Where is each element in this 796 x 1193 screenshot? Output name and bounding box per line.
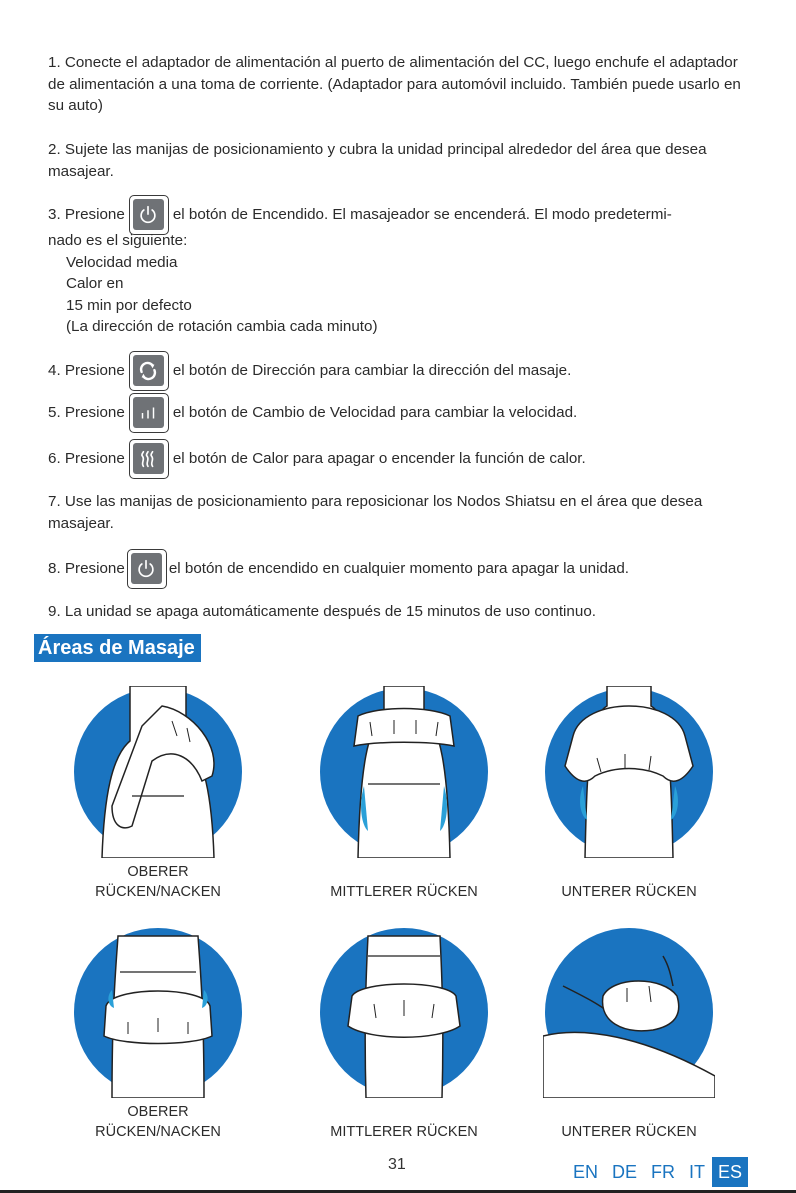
heat-button-icon bbox=[129, 439, 169, 479]
step-3-cont-text: nado es el siguiente: bbox=[48, 232, 188, 249]
area-label bbox=[72, 1102, 244, 1142]
massage-area-middle-back-1 bbox=[318, 686, 490, 902]
massage-area-lower-back-2 bbox=[543, 926, 715, 1142]
area-label bbox=[318, 1102, 490, 1142]
speed-button-icon bbox=[129, 393, 169, 433]
power-icon bbox=[135, 558, 157, 580]
step-6 bbox=[48, 439, 758, 479]
step-8-pre: 8. Presione bbox=[48, 560, 125, 578]
step-5-pre: 5. Presione bbox=[48, 404, 125, 422]
step-3-item: 15 min por defecto bbox=[66, 296, 192, 314]
massage-area-lower-back-1 bbox=[543, 686, 715, 902]
language-selector bbox=[566, 1157, 748, 1187]
step-3-cont bbox=[48, 230, 758, 338]
step-3-item: Velocidad media bbox=[66, 253, 178, 271]
step-5 bbox=[48, 393, 758, 433]
area-label-line2: MITTLERER RÜCKEN bbox=[330, 1124, 478, 1140]
upper-back-illustration bbox=[72, 686, 244, 858]
step-1: 1. Conecte el adaptador de alimentación al puerto de alimentación del CC, luego enchufe el adaptador de alimentación a una toma de corriente. (Adaptador para automóvil incluido. También puede usarlo en su auto) bbox=[48, 54, 741, 114]
speed-icon bbox=[137, 402, 159, 424]
lang-de[interactable]: DE bbox=[611, 1162, 637, 1182]
step-8 bbox=[48, 549, 758, 589]
lang-es[interactable]: ES bbox=[712, 1157, 748, 1187]
area-label-line2: MITTLERER RÜCKEN bbox=[330, 884, 478, 900]
direction-icon bbox=[137, 360, 159, 382]
step-4-post: el botón de Dirección para cambiar la dirección del masaje. bbox=[172, 362, 572, 380]
power-button-icon bbox=[127, 549, 167, 589]
area-label-line2: RÜCKEN/NACKEN bbox=[95, 884, 221, 900]
area-label-line2: RÜCKEN/NACKEN bbox=[95, 1124, 221, 1140]
area-label-line1: OBERER bbox=[127, 864, 189, 880]
step-3-item: Calor en bbox=[66, 275, 124, 292]
lang-en[interactable]: EN bbox=[572, 1162, 598, 1182]
power-button-icon bbox=[129, 195, 169, 235]
step-6-post: el botón de Calor para apagar o encender la función de calor. bbox=[172, 450, 586, 468]
step-3 bbox=[48, 195, 758, 235]
step-5-post: el botón de Cambio de Velocidad para cambiar la velocidad. bbox=[172, 404, 578, 422]
area-label-line2: UNTERER RÜCKEN bbox=[561, 884, 697, 900]
massage-area-upper-back-2 bbox=[72, 926, 244, 1142]
power-icon bbox=[137, 204, 159, 226]
middle-back-illustration bbox=[318, 926, 490, 1098]
heat-icon bbox=[137, 448, 159, 470]
step-3-item: (La dirección de rotación cambia cada minuto) bbox=[66, 318, 378, 335]
step-7: 7. Use las manijas de posicionamiento para reposicionar los Nodos Shiatsu en el área que desea masajear. bbox=[48, 493, 703, 532]
step-4 bbox=[48, 351, 758, 391]
leg-illustration bbox=[543, 926, 715, 1098]
area-label-line1: OBERER bbox=[127, 1104, 189, 1120]
step-9: 9. La unidad se apaga automáticamente después de 15 minutos de uso continuo. bbox=[48, 603, 596, 620]
step-3-pre: 3. Presione bbox=[48, 206, 125, 224]
step-4-pre: 4. Presione bbox=[48, 362, 125, 380]
section-title: Áreas de Masaje bbox=[34, 634, 201, 662]
direction-button-icon bbox=[129, 351, 169, 391]
step-8-post: el botón de encendido en cualquier momento para apagar la unidad. bbox=[168, 560, 630, 578]
step-2: 2. Sujete las manijas de posicionamiento y cubra la unidad principal alrededor del área que desea masajear. bbox=[48, 141, 707, 180]
area-label bbox=[543, 862, 715, 902]
upper-back-illustration bbox=[72, 926, 244, 1098]
page-number: 31 bbox=[388, 1156, 406, 1173]
step-3-post: el botón de Encendido. El masajeador se encenderá. El modo predetermi- bbox=[172, 206, 672, 224]
area-label-line2: UNTERER RÜCKEN bbox=[561, 1124, 697, 1140]
lang-fr[interactable]: FR bbox=[650, 1162, 675, 1182]
area-label bbox=[318, 862, 490, 902]
middle-back-illustration bbox=[318, 686, 490, 858]
lower-back-illustration bbox=[543, 686, 715, 858]
step-6-pre: 6. Presione bbox=[48, 450, 125, 468]
area-label bbox=[543, 1102, 715, 1142]
massage-area-middle-back-2 bbox=[318, 926, 490, 1142]
massage-area-upper-back-1 bbox=[72, 686, 244, 902]
lang-it[interactable]: IT bbox=[688, 1162, 705, 1182]
area-label bbox=[72, 862, 244, 902]
